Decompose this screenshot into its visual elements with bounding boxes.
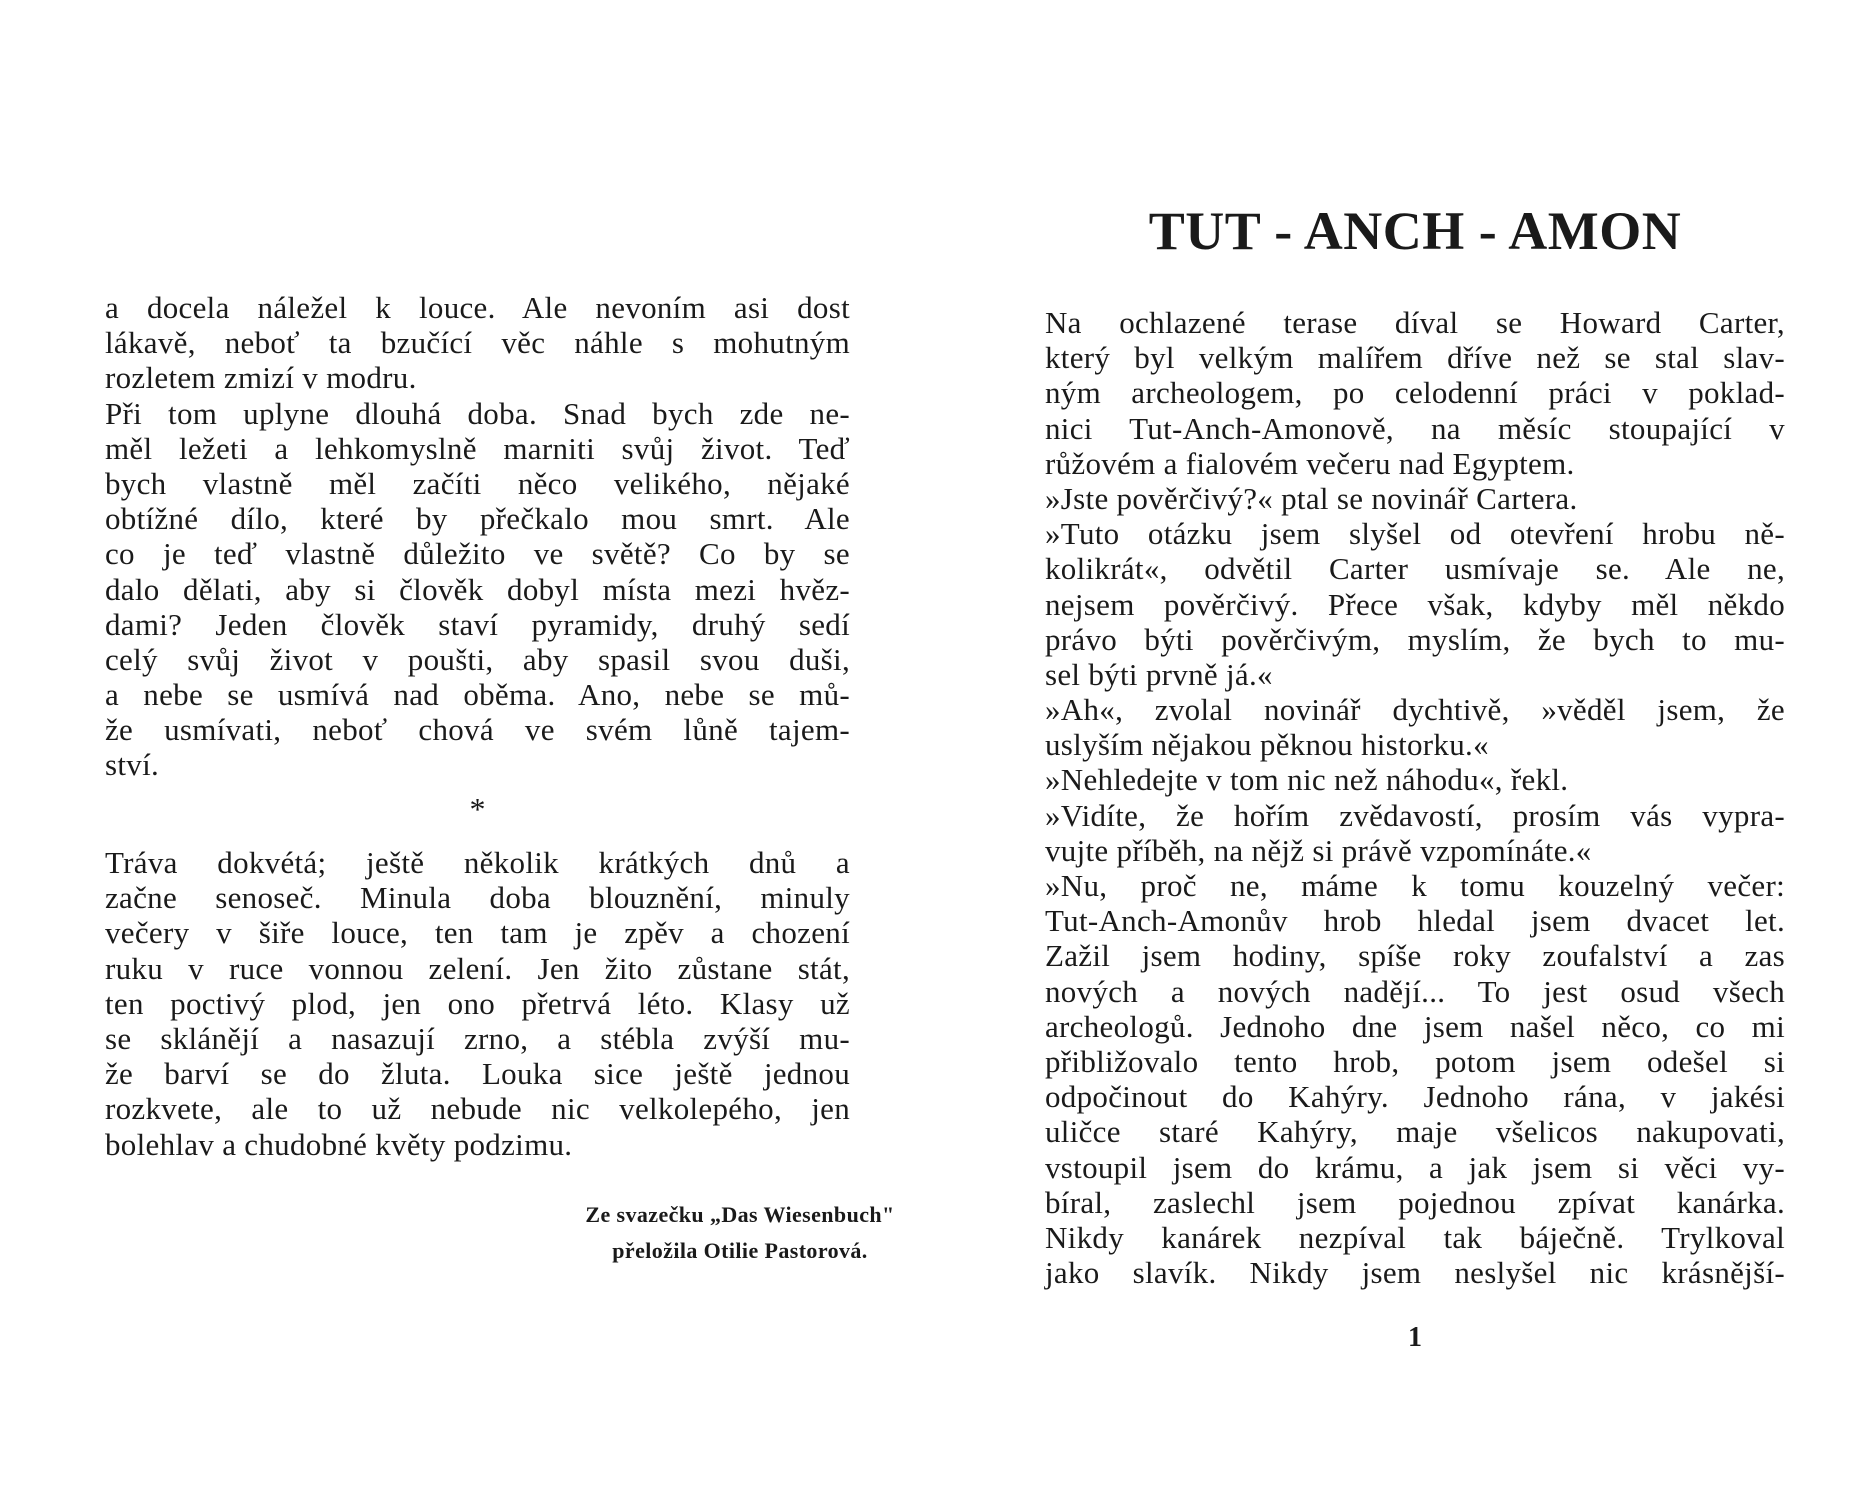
text-line: kolikrát«, odvětil Carter usmívaje se. Ale ne, bbox=[1045, 551, 1785, 587]
text-line: dalo dělati, aby si člověk dobyl místa mezi hvěz- bbox=[105, 571, 850, 607]
page-number: 1 bbox=[1408, 1322, 1422, 1353]
text-line: obtížné dílo, které by přečkalo mou smrt. Ale bbox=[105, 501, 850, 537]
text-line: Při tom uplyne dlouhá doba. Snad bych zde ne- bbox=[105, 395, 850, 431]
text-line: rozletem zmizí v modru. bbox=[105, 360, 417, 396]
text-line: a docela náležel k louce. Ale nevoním asi dost bbox=[105, 290, 850, 325]
text-line: právo býti pověrčivým, myslím, že bych to mu- bbox=[1045, 621, 1785, 657]
text-line: dami? Jeden člověk staví pyramidy, druhý sedí bbox=[105, 606, 850, 642]
text-line: nejsem pověrčivý. Přece však, kdyby měl někdo bbox=[1045, 586, 1785, 622]
text-line: »Nu, proč ne, máme k tomu kouzelný večer: bbox=[1045, 868, 1785, 903]
translation-credit-translator: přeložila Otilie Pastorová. bbox=[612, 1238, 868, 1263]
chapter-title: TUT - ANCH - AMON bbox=[1148, 201, 1682, 261]
left-text-block-top bbox=[105, 290, 850, 783]
text-line: že barví se do žluta. Louka sice ještě jednou bbox=[105, 1056, 850, 1092]
right-text-block bbox=[1045, 305, 1785, 1290]
text-line: »Tuto otázku jsem slyšel od otevření hrobu ně- bbox=[1045, 516, 1785, 552]
left-text-block-bottom bbox=[105, 845, 850, 1162]
text-line: sel býti prvně já.« bbox=[1045, 656, 1273, 692]
text-line: archeologů. Jednoho dne jsem našel něco, co mi bbox=[1045, 1008, 1785, 1044]
text-line: bych vlastně měl začíti něco velikého, nějaké bbox=[105, 465, 850, 501]
text-line: a nebe se usmívá nad oběma. Ano, nebe se mů- bbox=[105, 677, 850, 713]
text-line: večery v šiře louce, ten tam je zpěv a chození bbox=[105, 915, 850, 951]
text-line: Na ochlazené terase díval se Howard Carter, bbox=[1045, 305, 1785, 340]
text-line: ten poctivý plod, jen ono přetrvá léto. Klasy už bbox=[105, 985, 850, 1021]
text-line: »Nehledejte v tom nic než náhodu«, řekl. bbox=[1045, 762, 1569, 798]
section-separator: * bbox=[469, 791, 486, 827]
text-line: vujte příběh, na nějž si právě vzpomínáte.« bbox=[1045, 832, 1592, 868]
text-line: ruku v ruce vonnou zelení. Jen žito zůstane stát, bbox=[105, 950, 850, 986]
text-line: odpočinout do Kahýry. Jednoho rána, v jakési bbox=[1045, 1079, 1785, 1115]
text-line: bolehlav a chudobné květy podzimu. bbox=[105, 1126, 573, 1162]
text-line: Nikdy kanárek nezpíval tak báječně. Trylkoval bbox=[1045, 1219, 1785, 1255]
text-line: jako slavík. Nikdy jsem neslyšel nic krásnější- bbox=[1045, 1255, 1785, 1291]
text-line: ství. bbox=[105, 747, 160, 783]
text-line: nici Tut-Anch-Amonově, na měsíc stoupající v bbox=[1045, 410, 1785, 446]
text-line: se sklánějí a nasazují zrno, a stébla zvýší mu- bbox=[105, 1020, 850, 1056]
text-line: přibližovalo tento hrob, potom jsem odešel si bbox=[1045, 1043, 1785, 1079]
text-line: rozkvete, ale to už nebude nic velkolepého, jen bbox=[105, 1091, 850, 1127]
text-line: »Vidíte, že hořím zvědavostí, prosím vás vypra- bbox=[1045, 797, 1785, 833]
text-line: co je teď vlastně důležito ve světě? Co by se bbox=[105, 536, 850, 572]
text-line: růžovém a fialovém večeru nad Egyptem. bbox=[1045, 445, 1575, 481]
text-line: nových a nových nadějí... To jest osud všech bbox=[1045, 973, 1785, 1009]
text-line: bíral, zaslechl jsem pojednou zpívat kanárka. bbox=[1045, 1184, 1785, 1220]
text-line: že usmívati, neboť chová ve svém lůně tajem- bbox=[105, 712, 850, 748]
text-line: začne senoseč. Minula doba blouznění, minuly bbox=[105, 880, 850, 916]
text-line: Zažil jsem hodiny, spíše roky zoufalství a zas bbox=[1045, 938, 1785, 974]
text-line: ným archeologem, po celodenní práci v poklad- bbox=[1045, 375, 1785, 411]
text-line: Tráva dokvétá; ještě několik krátkých dnů a bbox=[105, 845, 850, 880]
text-line: vstoupil jsem do krámu, a jak jsem si věci vy- bbox=[1045, 1149, 1785, 1185]
text-line: uličce staré Kahýry, maje všelicos nakupovati, bbox=[1045, 1114, 1785, 1150]
text-line: lákavě, neboť ta bzučící věc náhle s mohutným bbox=[105, 325, 850, 361]
text-line: »Jste pověrčivý?« ptal se novinář Cartera. bbox=[1045, 480, 1578, 516]
text-line: který byl velkým malířem dříve než se stal slav- bbox=[1045, 340, 1785, 376]
text-line: Tut-Anch-Amonův hrob hledal jsem dvacet let. bbox=[1045, 903, 1785, 939]
text-line: celý svůj život v poušti, aby spasil svou duši, bbox=[105, 641, 850, 677]
text-line: »Ah«, zvolal novinář dychtivě, »věděl jsem, že bbox=[1045, 692, 1785, 728]
translation-credit-source: Ze svazečku „Das Wiesenbuch" bbox=[585, 1202, 895, 1227]
text-line: měl ležeti a lehkomyslně marniti svůj život. Teď bbox=[105, 430, 850, 466]
text-line: uslyším nějakou pěknou historku.« bbox=[1045, 727, 1489, 763]
